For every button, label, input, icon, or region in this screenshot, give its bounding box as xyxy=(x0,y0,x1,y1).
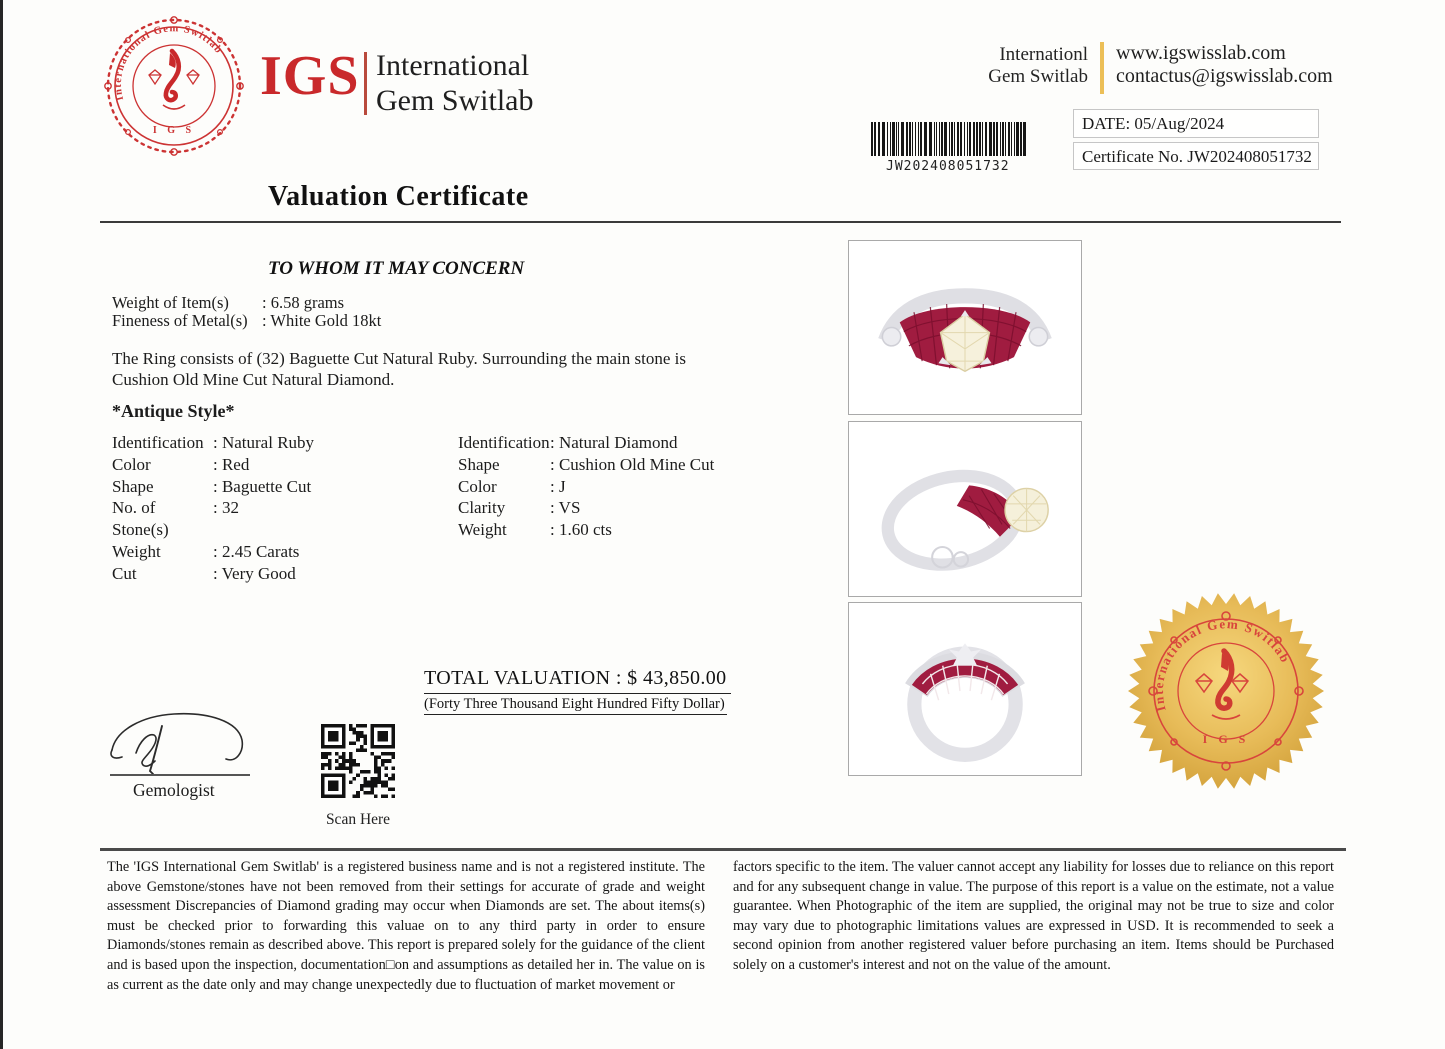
photo-ring-front xyxy=(848,240,1082,415)
lab-name xyxy=(376,48,534,118)
spec-value: : Red xyxy=(213,454,250,474)
spec-row xyxy=(458,476,788,498)
spec-label: Shape xyxy=(112,476,154,496)
ring-front-view-image xyxy=(859,251,1071,404)
spec-row xyxy=(458,497,788,519)
spec-row xyxy=(112,497,442,541)
igs-abbreviation: IGS xyxy=(260,45,360,107)
barcode xyxy=(870,122,1032,174)
spec-row xyxy=(112,476,442,498)
ruby-spec-table xyxy=(112,432,442,585)
salutation: TO WHOM IT MAY CONCERN xyxy=(268,258,525,279)
gold-embossed-seal-icon xyxy=(1126,591,1326,791)
gold-seal-bottom-text: I G S xyxy=(1202,732,1250,746)
logo-divider-line xyxy=(364,52,367,115)
disclaimer-right: factors specific to the item. The valuer cannot accept any liability for losses due to reliance on this report and for any subsequent change in value. The purpose of this report is a value on the estimate, not a value guarantee. When Photographic of the item are supplied, the original may not be true to size and color may vary due to photographic limitations values are expressed in USD. It is recommended to seek a second opinion from another registered valuer before purchasing an item. Items should be Purchased solely on a customer's interest and not on the value of the amount. xyxy=(733,859,1334,973)
header-right-lab-name xyxy=(950,44,1088,88)
spec-row xyxy=(112,563,442,585)
logo-circle-text: International Gem Switlab xyxy=(112,23,225,102)
spec-value: : 32 xyxy=(213,498,239,518)
spec-value: : Baguette Cut xyxy=(213,476,312,496)
spec-row xyxy=(458,432,788,454)
barcode-icon xyxy=(870,122,1032,156)
ring-side-view-image xyxy=(859,432,1071,586)
qr-code-icon[interactable] xyxy=(321,724,395,798)
title-rule xyxy=(100,221,1341,223)
scan-edge-line xyxy=(0,0,3,1049)
qr-block xyxy=(320,724,396,829)
spec-label: Color xyxy=(458,476,497,496)
summary-label: Fineness of Metal(s) xyxy=(112,311,248,330)
valuation-block xyxy=(424,667,731,715)
header-yellow-divider xyxy=(1100,42,1104,94)
logo-bottom-text: I G S xyxy=(152,125,196,136)
summary-label: Weight of Item(s) xyxy=(112,293,229,312)
website-link[interactable]: www.igswisslab.com xyxy=(1116,42,1286,64)
spec-value: : 1.60 cts xyxy=(550,520,612,540)
style-note: *Antique Style* xyxy=(112,401,235,421)
spec-row xyxy=(458,519,788,541)
gemologist-signature xyxy=(104,708,256,776)
gold-seal-circle-text: International Gem Switlab xyxy=(1150,616,1294,714)
total-valuation: TOTAL VALUATION : $ 43,850.00 xyxy=(424,667,731,694)
valuation-in-words: (Forty Three Thousand Eight Hundred Fifty Dollar) xyxy=(424,696,727,715)
spec-value: : VS xyxy=(550,498,581,518)
signature-line xyxy=(110,774,250,776)
spec-label: Identification xyxy=(112,433,204,452)
date-box: DATE: 05/Aug/2024 xyxy=(1073,109,1319,138)
footer-rule xyxy=(100,848,1346,851)
header-contact xyxy=(1116,42,1333,88)
description-line2: Cushion Old Mine Cut Natural Diamond. xyxy=(112,370,395,389)
spec-label: Color xyxy=(112,454,151,474)
email-link[interactable]: contactus@igswisslab.com xyxy=(1116,65,1333,87)
description-line1: The Ring consists of (32) Baguette Cut Natural Ruby. Surrounding the main stone is xyxy=(112,349,686,368)
spec-value: : Natural Diamond xyxy=(550,433,678,452)
summary-row xyxy=(112,294,381,312)
item-summary xyxy=(112,294,381,330)
spec-label: Clarity xyxy=(458,498,506,518)
spec-label: No. of Stone(s) xyxy=(112,498,169,540)
spec-value: : Cushion Old Mine Cut xyxy=(550,454,715,474)
header-right-name-line1: Internationl xyxy=(999,44,1088,65)
spec-row xyxy=(112,454,442,476)
diamond-spec-table xyxy=(458,432,788,541)
photo-ring-side xyxy=(848,421,1082,597)
signature-label: Gemologist xyxy=(133,780,215,800)
disclaimer-left: The 'IGS International Gem Switlab' is a registered business name and is not a registered institute. The above Gemstone/stones have not been removed from their settings for accurate of grade and weight assessment Discrepancies of Diamond grading may occur when Diamonds are set. The about items(s) must be checked prior to forwarding this valuae on to any third party in order to ensure Diamonds/stones remain as described above. This report is prepared solely for the guidance of the client and is based upon the inspection, documentation□on and assumptions as detailed her in. The value on is as current as the date only and may change unexpectedly due to fluctuation of market movement or xyxy=(107,859,705,993)
spec-value: : Natural Ruby xyxy=(213,433,315,452)
summary-row xyxy=(112,312,381,330)
spec-label: Identification xyxy=(458,433,550,452)
spec-label: Shape xyxy=(458,454,500,474)
summary-value: : White Gold 18kt xyxy=(262,311,382,330)
lab-name-line1: International xyxy=(376,49,530,82)
spec-label: Weight xyxy=(112,541,161,561)
spec-value: : Very Good xyxy=(213,563,296,583)
spec-label: Cut xyxy=(112,563,137,583)
lab-name-line2: Gem Switlab xyxy=(376,84,534,117)
header-right-name-line2: Gem Switlab xyxy=(988,66,1088,87)
page-title: Valuation Certificate xyxy=(268,181,529,212)
certificate-number-box: Certificate No. JW202408051732 xyxy=(1073,142,1319,170)
spec-row xyxy=(112,541,442,563)
barcode-value: JW202408051732 xyxy=(886,159,1010,174)
summary-value: : 6.58 grams xyxy=(262,293,345,312)
qr-label: Scan Here xyxy=(325,811,391,828)
igs-logo-seal-icon xyxy=(103,13,245,159)
spec-value: : 2.45 Carats xyxy=(213,541,300,561)
photo-ring-back xyxy=(848,602,1082,776)
spec-label: Weight xyxy=(458,520,507,540)
ring-back-view-image xyxy=(859,613,1071,765)
spec-row xyxy=(112,432,442,454)
spec-row xyxy=(458,454,788,476)
spec-value: : J xyxy=(550,476,566,496)
item-description xyxy=(112,348,712,390)
